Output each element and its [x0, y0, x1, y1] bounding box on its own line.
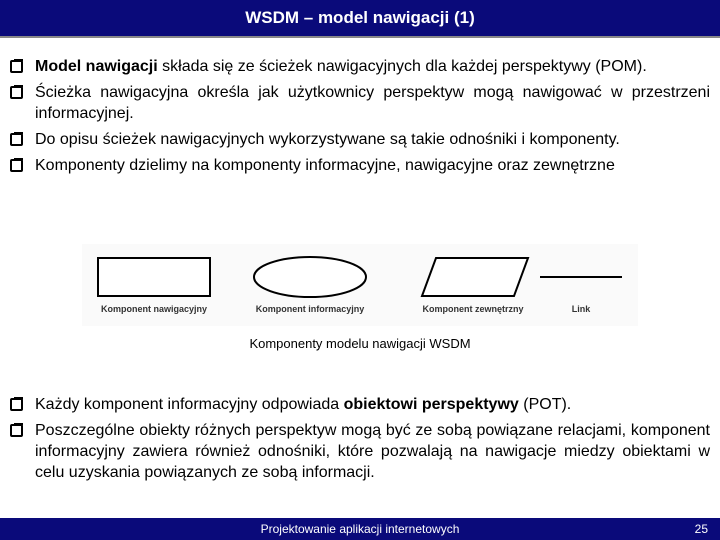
external-component-shape	[422, 258, 528, 296]
bullet-item	[10, 129, 710, 150]
checkbox-bullet-icon	[10, 133, 23, 146]
top-bullet-list	[10, 56, 710, 181]
label-external-component: Komponent zewnętrzny	[422, 304, 524, 314]
footer-text: Projektowanie aplikacji internetowych	[260, 522, 460, 536]
bullet-bold-text: obiektowi perspektywy	[343, 396, 519, 413]
label-link: Link	[571, 304, 591, 314]
checkbox-bullet-icon	[10, 60, 23, 73]
bullet-item	[10, 82, 710, 124]
information-component-shape	[254, 257, 366, 297]
label-navigational-component: Komponent nawigacyjny	[100, 304, 207, 314]
bullet-text-end: (POT).	[518, 396, 572, 413]
checkbox-bullet-icon	[10, 86, 23, 99]
title-divider	[0, 36, 720, 38]
diagram-caption: Komponenty modelu nawigacji WSDM	[249, 336, 471, 351]
bullet-item	[10, 420, 710, 483]
bullet-text: Ścieżka nawigacyjna określa jak użytkownicy perspektyw mogą nawigować w przestrzeni informacyjnej.	[35, 84, 710, 122]
bullet-item	[10, 56, 710, 77]
label-information-component: Komponent informacyjny	[255, 304, 365, 314]
bullet-text: składa się ze ścieżek nawigacyjnych dla każdej perspektywy (POM).	[157, 58, 647, 75]
slide-title: WSDM – model nawigacji (1)	[245, 8, 475, 27]
bottom-bullet-list	[10, 394, 710, 488]
bullet-text: Poszczególne obiekty różnych perspektyw mogą być ze sobą powiązane relacjami, komponent informacyjny zawiera również odnośniki, które pozwalają na nawigacje miedzy obiektami w celu uzyskania powiązanych ze sobą informacji.	[35, 422, 710, 481]
checkbox-bullet-icon	[10, 424, 23, 437]
slide-title-bar	[0, 0, 720, 36]
navigational-component-shape	[98, 258, 210, 296]
components-diagram	[82, 244, 638, 326]
bullet-text: Do opisu ścieżek nawigacyjnych wykorzystywane są takie odnośniki i komponenty.	[35, 131, 620, 148]
slide-footer	[0, 518, 720, 540]
bullet-text: Komponenty dzielimy na komponenty informacyjne, nawigacyjne oraz zewnętrzne	[35, 157, 615, 174]
page-number: 25	[694, 522, 708, 536]
bullet-item	[10, 155, 710, 176]
checkbox-bullet-icon	[10, 159, 23, 172]
checkbox-bullet-icon	[10, 398, 23, 411]
bullet-text: Każdy komponent informacyjny odpowiada	[35, 396, 344, 413]
bullet-item	[10, 394, 710, 415]
bullet-bold-text: Model nawigacji	[35, 58, 158, 75]
